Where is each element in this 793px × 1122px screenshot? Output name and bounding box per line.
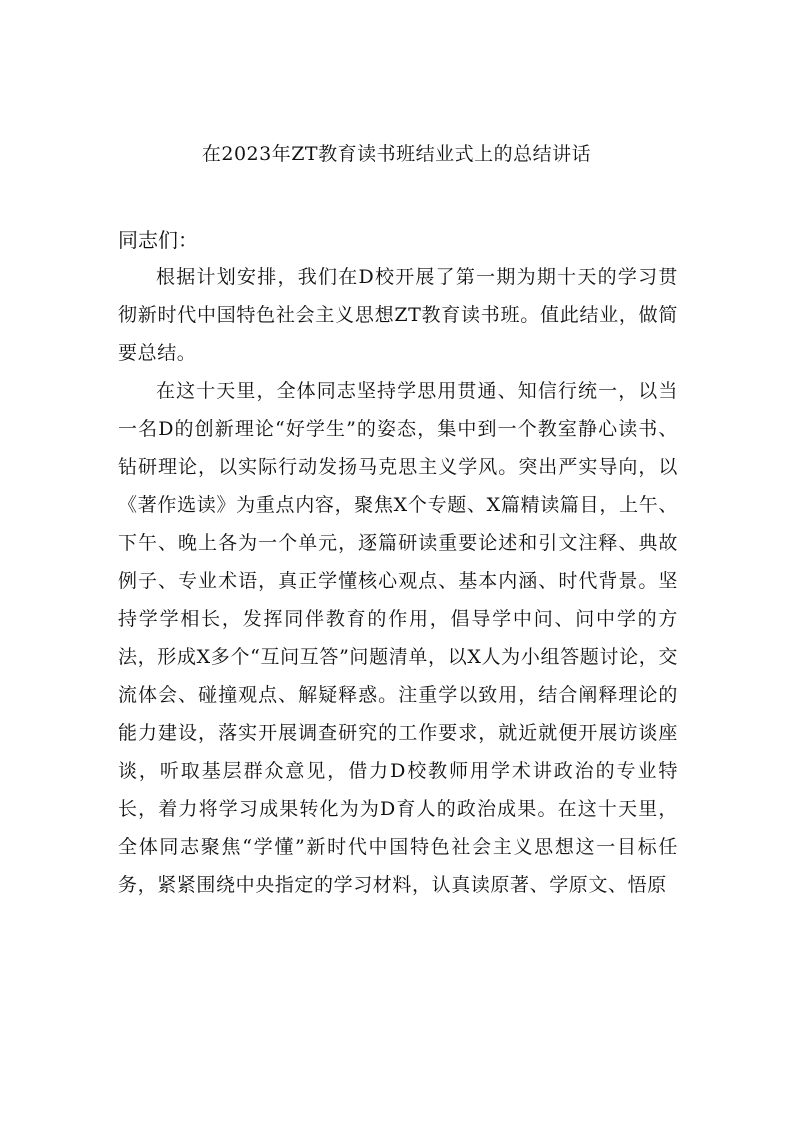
paragraph-summary: 在这十天里，全体同志坚持学思用贯通、知信行统一，以当一名D的创新理论“好学生”的姿态，集中到一个教室静心读书、钻研理论，以实际行动发扬马克思主义学风。突出严实导向，以《著作选读》为重点内容，聚焦X个专题、X篇精读篇目，上午、下午、晚上各为一个单元，逐篇研读重要论述和引文注释、典故例子、专业术语，真正学懂核心观点、基本内涵、时代背景。坚持学学相长，发挥同伴教育的作用，倡导学中问、问中学的方法，形成X多个“互问互答”问题清单，以X人为小组答题讨论，交流体会、碰撞观点、解疑释惑。注重学以致用，结合阐释理论的能力建设，落实开展调查研究的工作要求，就近就便开展访谈座谈，听取基层群众意见，借力D校教师用学术讲政治的专业特长，着力将学习成果转化为为D育人的政治成果。在这十天里，全体同志聚焦“学懂”新时代中国特色社会主义思想这一目标任务，紧紧围绕中央指定的学习材料，认真读原著、学原文、悟原 — [118, 380, 678, 896]
document-body — [118, 258, 678, 904]
paragraph-intro: 根据计划安排，我们在D校开展了第一期为期十天的学习贯彻新时代中国特色社会主义思想ZT教育读书班。值此结业，做简要总结。 — [118, 266, 678, 364]
document-title: 在2023年ZT教育读书班结业式上的总结讲话 — [201, 143, 592, 165]
salutation: 同志们： — [118, 228, 198, 252]
